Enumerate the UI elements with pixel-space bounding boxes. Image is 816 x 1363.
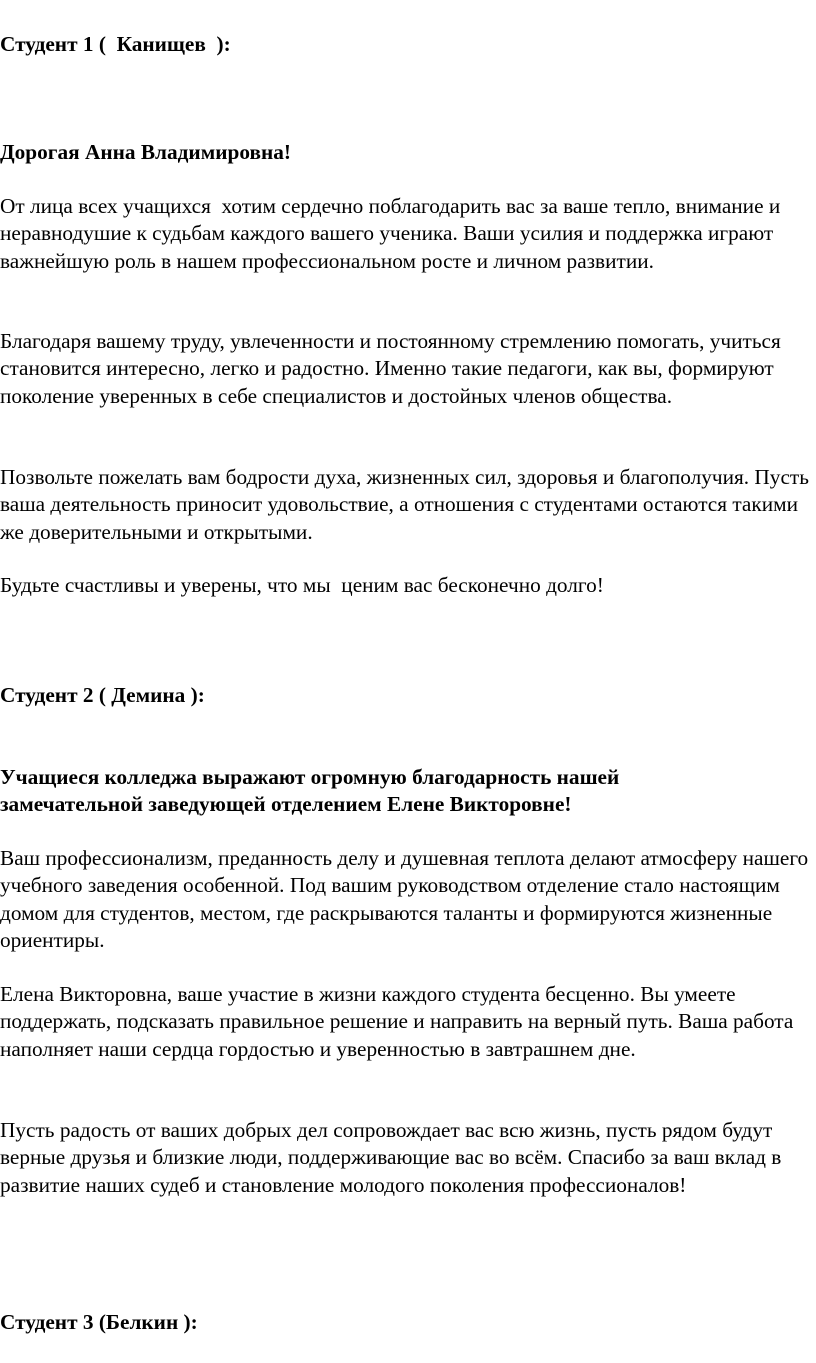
student1-heading: Студент 1 ( Канищев ): — [0, 32, 231, 56]
student2-paragraph-3: Пусть радость от ваших добрых дел сопровождает вас всю жизнь, пусть рядом будут верные друзья и близкие люди, поддерживающие вас во всём. Спасибо за ваш вклад в развитие наших судеб и становление молодого поколения профессионалов! — [0, 1118, 787, 1197]
student1-paragraph-4: Будьте счастливы и уверены, что мы ценим вас бесконечно долго! — [0, 573, 604, 597]
student2-heading: Студент 2 ( Демина ): — [0, 683, 205, 707]
student1-paragraph-1: От лица всех учащихся хотим сердечно поблагодарить вас за ваше тепло, внимание и неравнодушие к судьбам каждого вашего ученика. Ваши усилия и поддержка играют важнейшую роль в нашем профессиональном росте и личном развитии. — [0, 194, 786, 273]
student1-paragraph-3: Позвольте пожелать вам бодрости духа, жизненных сил, здоровья и благополучия. Пусть ваша деятельность приносит удовольствие, а отношения с студентами остаются такими же доверительными и открытыми. — [0, 465, 815, 544]
student1-paragraph-2: Благодаря вашему труду, увлеченности и постоянному стремлению помогать, учиться становится интересно, легко и радостно. Именно такие педагоги, как вы, формируют поколение уверенных в себе специалистов и достойных членов общества. — [0, 329, 787, 408]
student2-greeting: Учащиеся колледжа выражают огромную благодарность нашей замечательной заведующей отделением Елене Викторовне! — [0, 765, 625, 817]
student2-paragraph-1: Ваш профессионализм, преданность делу и душевная теплота делают атмосферу нашего учебного заведения особенной. Под вашим руководством отделение стало настоящим домом для студентов, местом, где раскрываются таланты и формируются жизненные ориентиры. — [0, 846, 814, 952]
student2-paragraph-2: Елена Викторовна, ваше участие в жизни каждого студента бесценно. Вы умеете поддержать, подсказать правильное решение и направить на верный путь. Ваша работа наполняет наши сердца гордостью и уверенностью в завтрашнем дне. — [0, 982, 799, 1061]
student3-heading: Студент 3 (Белкин ): — [0, 1310, 198, 1334]
student1-greeting: Дорогая Анна Владимировна! — [0, 140, 291, 164]
